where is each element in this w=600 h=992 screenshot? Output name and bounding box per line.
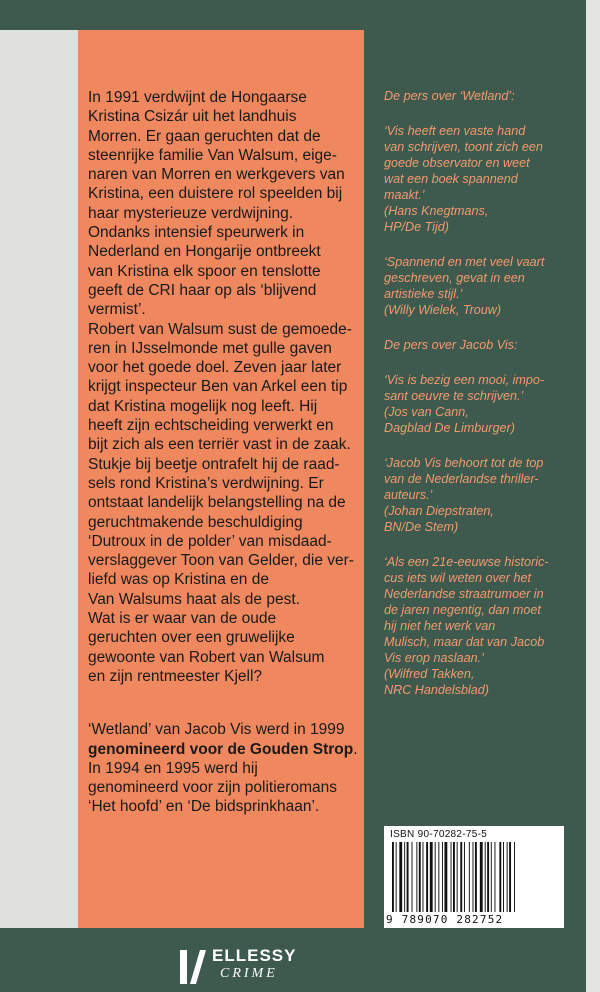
press-line: wat een boek spannend	[384, 172, 518, 186]
blurb-line: geruchtmakende beschuldiging	[88, 513, 303, 531]
left-strip	[0, 30, 78, 928]
press-line: auteurs.’	[384, 488, 433, 502]
blurb-line: Robert van Walsum sust de gemoede-	[88, 320, 352, 338]
press-line: Dagblad De Limburger)	[384, 421, 515, 435]
press-line: sant oeuvre te schrijven.’	[384, 389, 524, 403]
blurb-line: geruchten over een gruwelijke	[88, 629, 295, 647]
blurb-line: Wat is er waar van de oude	[88, 610, 277, 628]
blurb-line: naren van Morren en werkgevers van	[88, 166, 345, 184]
press-quotes	[384, 88, 580, 717]
press-line: Mulisch, maar dat van Jacob	[384, 635, 545, 649]
barcode	[384, 826, 564, 928]
blurb-line: Kristina, een duistere rol speelden bij	[88, 185, 343, 203]
press-line: HP/De Tijd)	[384, 220, 449, 234]
page-edge	[586, 0, 600, 992]
publisher-name: ELLESSY	[212, 946, 297, 965]
blurb-line: geeft de CRI haar op als ‘blijvend	[88, 281, 317, 299]
nomination-text-3: genomineerd voor zijn politieromans	[88, 779, 337, 797]
press-line: De pers over Jacob Vis:	[384, 338, 518, 352]
press-line: hij niet het werk van	[384, 619, 496, 633]
press-line: (Jos van Cann,	[384, 405, 469, 419]
blurb-line: Stukje bij beetje ontrafelt hij de raad-	[88, 455, 340, 473]
blurb-line: steenrijke familie Van Walsum, eige-	[88, 146, 337, 164]
blurb-line: bijt zich als een terriër vast in de zaak.	[88, 436, 351, 454]
blurb-line: liefd was op Kristina en de	[88, 571, 269, 589]
press-line: BN/De Stem)	[384, 520, 459, 534]
blurb-line: Van Walsums haat als de pest.	[88, 590, 300, 608]
press-quote	[384, 372, 580, 436]
nomination-text-2: . In 1994 en 1995 werd hij	[88, 740, 358, 777]
publisher-imprint: CRIME	[220, 966, 278, 981]
blurb-line: van Kristina elk spoor en tenslotte	[88, 262, 321, 280]
publisher-logo	[178, 944, 338, 988]
blurb-paragraph-1	[88, 88, 360, 686]
press-line: ‘Jacob Vis behoort tot de top	[384, 456, 544, 470]
nomination-text-4: ‘Het hoofd’ en ‘De bidsprinkhaan’.	[88, 798, 320, 816]
press-line: ‘Vis heeft een vaste hand	[384, 124, 526, 138]
press-line: ‘Als een 21e-eeuwse historic-	[384, 555, 549, 569]
blurb-line: ren in IJsselmonde met gulle gaven	[88, 339, 332, 357]
press-line: (Wilfred Takken,	[384, 667, 475, 681]
publisher-mark-icon	[178, 944, 208, 988]
blurb-line: ‘Dutroux in de polder’ van misdaad-	[88, 532, 332, 550]
press-quote	[384, 88, 580, 104]
press-line: van de Nederlandse thriller-	[384, 472, 539, 486]
blurb-paragraph-2	[88, 720, 360, 816]
press-quote	[384, 337, 580, 353]
press-line: De pers over ‘Wetland’:	[384, 89, 515, 103]
blurb-line: sels rond Kristina’s verdwijning. Er	[88, 474, 324, 492]
ean-number: 9 789070 282752	[386, 913, 504, 926]
press-line: van schrijven, toont zich een	[384, 140, 543, 154]
press-line: (Hans Knegtmans,	[384, 204, 489, 218]
press-line: ‘Spannend en met veel vaart	[384, 255, 545, 269]
blurb-line: voor het goede doel. Zeven jaar later	[88, 359, 342, 377]
press-line: de jaren negentig, dan moet	[384, 603, 541, 617]
blurb-line: en zijn rentmeester Kjell?	[88, 667, 263, 685]
press-line: Nederlandse straatrumoer in	[384, 587, 544, 601]
isbn-label: ISBN 90-70282-75-5	[390, 829, 488, 840]
top-band	[0, 0, 586, 30]
press-quote	[384, 554, 580, 698]
blurb-line: krijgt inspecteur Ben van Arkel een tip	[88, 378, 348, 396]
press-line: Vis erop naslaan.’	[384, 651, 484, 665]
barcode-bars	[392, 842, 556, 912]
press-quote	[384, 123, 580, 235]
press-line: goede observator en weet	[384, 156, 530, 170]
press-line: NRC Handelsblad)	[384, 683, 489, 697]
press-quote	[384, 254, 580, 318]
nomination-highlight: genomineerd voor de Gouden Strop	[88, 740, 354, 758]
press-line: ‘Vis is bezig een mooi, impo-	[384, 373, 545, 387]
blurb-line: ontstaat landelijk belangstelling na de	[88, 494, 346, 512]
blurb-line: verslaggever Toon van Gelder, die ver-	[88, 552, 354, 570]
blurb-line: Ondanks intensief speurwerk in	[88, 224, 305, 242]
press-line: cus iets wil weten over het	[384, 571, 531, 585]
blurb-line: Morren. Er gaan geruchten dat de	[88, 127, 321, 145]
blurb-line: heeft zijn echtscheiding verwerkt en	[88, 417, 334, 435]
blurb-line: dat Kristina mogelijk nog leeft. Hij	[88, 397, 318, 415]
blurb-line: In 1991 verdwijnt de Hongaarse	[88, 89, 307, 106]
press-line: maakt.’	[384, 188, 425, 202]
blurb-text	[88, 88, 360, 817]
blurb-line: gewoonte van Robert van Walsum	[88, 648, 325, 666]
press-line: (Willy Wielek, Trouw)	[384, 303, 502, 317]
blurb-line: haar mysterieuze verdwijning.	[88, 204, 294, 222]
blurb-line: Kristina Csizár uit het landhuis	[88, 108, 297, 126]
press-line: (Johan Diepstraten,	[384, 504, 494, 518]
blurb-line: Nederland en Hongarije ontbreekt	[88, 243, 321, 261]
blurb-line: vermist’.	[88, 301, 146, 319]
press-quote	[384, 455, 580, 535]
press-line: geschreven, gevat in een	[384, 271, 525, 285]
nomination-text-1: ‘Wetland’ van Jacob Vis werd in 1999	[88, 721, 345, 739]
press-line: artistieke stijl.’	[384, 287, 463, 301]
